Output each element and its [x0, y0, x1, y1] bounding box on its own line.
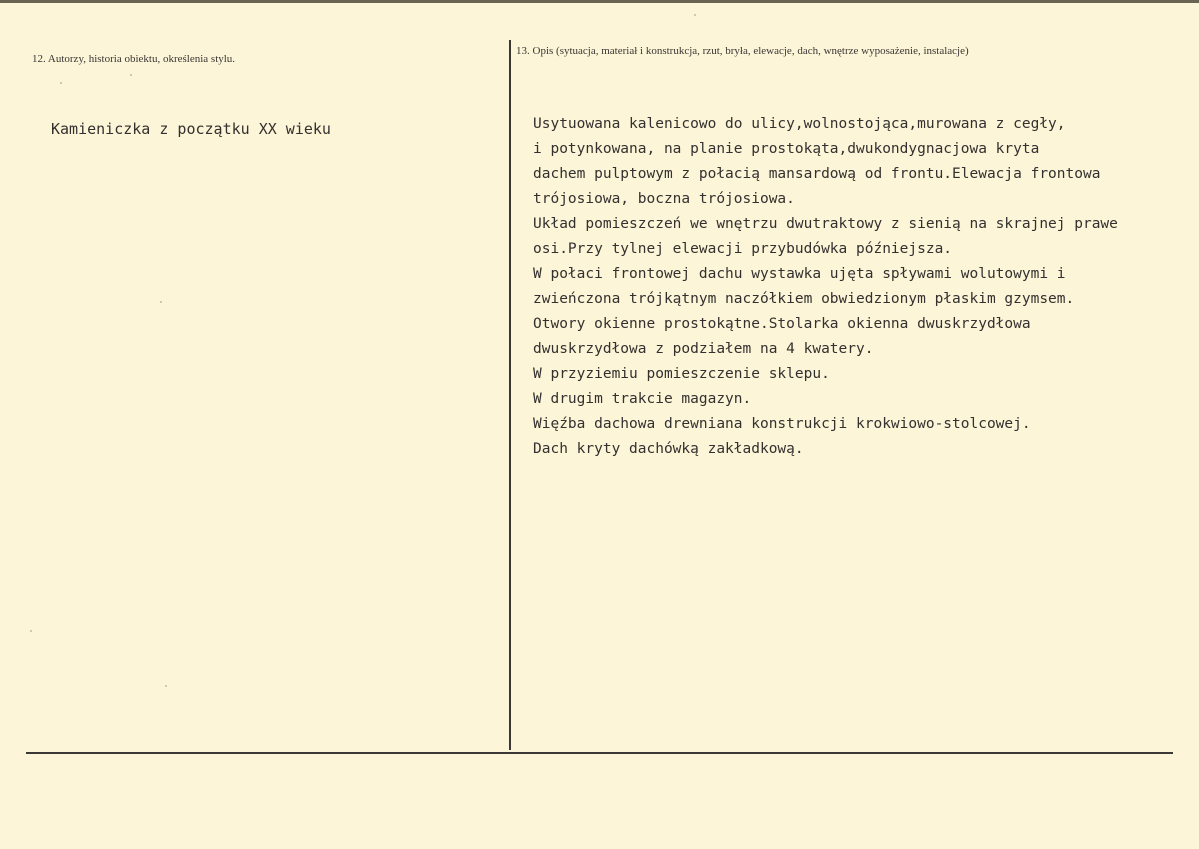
paper-speck [165, 685, 167, 687]
paper-speck [160, 301, 162, 303]
description-line: Więźba dachowa drewniana konstrukcji krokwiowo-stolcowej. [533, 416, 1031, 432]
paper-speck [30, 630, 32, 632]
section-13-description [533, 112, 1199, 462]
description-line: Układ pomieszczeń we wnętrzu dwutraktowy z sienią na skrajnej prawe [533, 216, 1118, 232]
paper-speck [60, 82, 62, 84]
description-line: i potynkowana, na planie prostokąta,dwukondygnacjowa kryta [533, 141, 1040, 157]
section-12-text: Kamieniczka z początku XX wieku [51, 120, 331, 138]
description-line: trójosiowa, boczna trójosiowa. [533, 191, 795, 207]
bottom-divider [26, 752, 1173, 754]
description-line: W drugim trakcie magazyn. [533, 391, 752, 407]
description-line: W przyziemiu pomieszczenie sklepu. [533, 366, 830, 382]
description-line: zwieńczona trójkątnym naczółkiem obwiedzionym płaskim gzymsem. [533, 291, 1075, 307]
description-line: W połaci frontowej dachu wystawka ujęta spływami wolutowymi i [533, 266, 1066, 282]
paper-speck [130, 74, 132, 76]
column-divider [509, 40, 511, 750]
description-line: Usytuowana kalenicowo do ulicy,wolnostojąca,murowana z cegły, [533, 116, 1066, 132]
card-top-edge [0, 0, 1199, 3]
description-line: osi.Przy tylnej elewacji przybudówka późniejsza. [533, 241, 953, 257]
description-line: dwuskrzydłowa z podziałem na 4 kwatery. [533, 341, 874, 357]
section-12-heading: 12. Autorzy, historia obiektu, określenia stylu. [32, 53, 236, 65]
description-line: Dach kryty dachówką zakładkową. [533, 441, 804, 457]
description-line: Otwory okienne prostokątne.Stolarka okienna dwuskrzydłowa [533, 316, 1031, 332]
paper-speck [694, 14, 696, 16]
section-13-heading: 13. Opis (sytuacja, materiał i konstrukcja, rzut, bryła, elewacje, dach, wnętrze wyposażenie, instalacje) [516, 45, 969, 57]
description-line: dachem pulptowym z połacią mansardową od frontu.Elewacja frontowa [533, 166, 1101, 182]
